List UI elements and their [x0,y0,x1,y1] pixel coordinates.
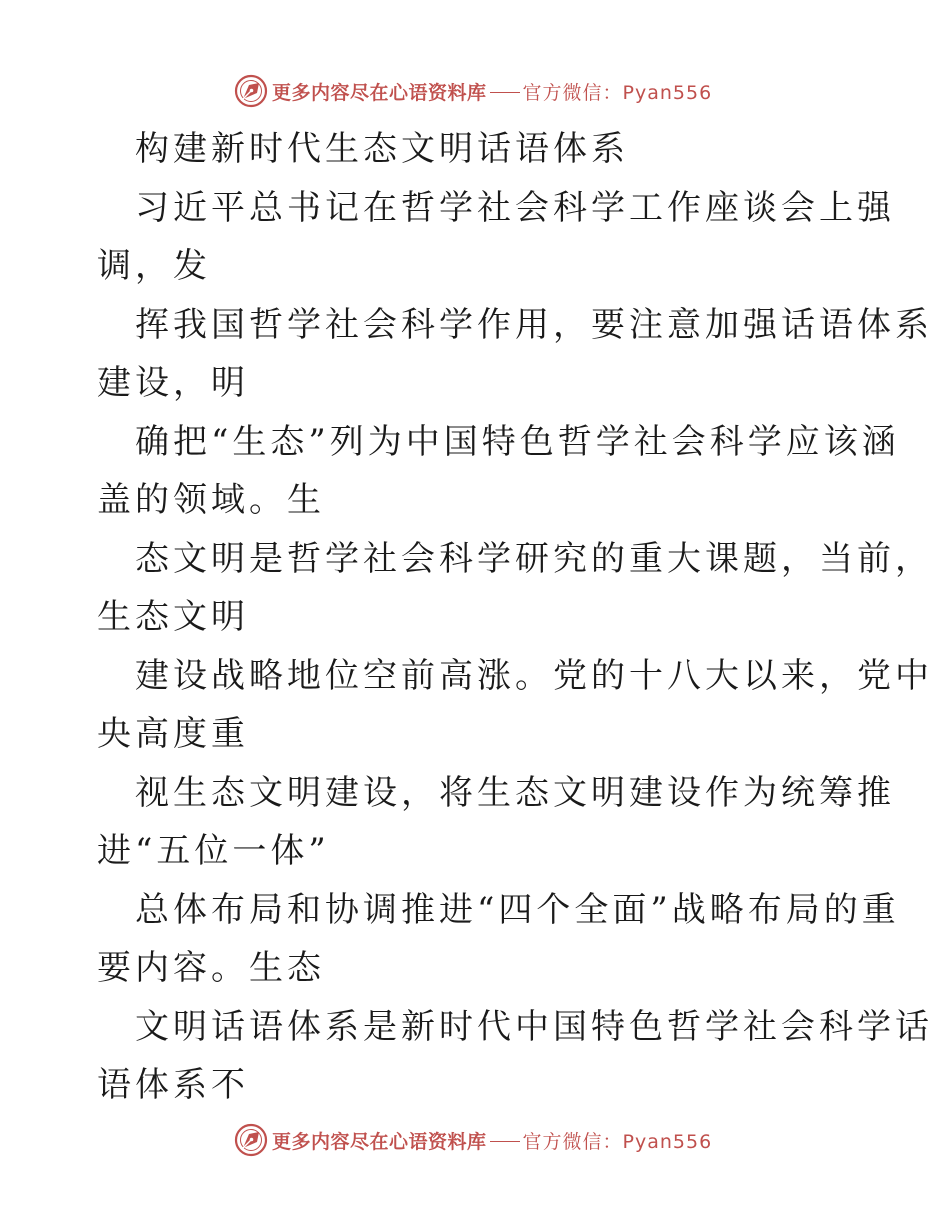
text-line: 要内容。生态 [97,948,325,988]
text-line: 生态文明 [97,597,249,637]
watermark-divider [490,1141,520,1142]
document-body [97,120,933,1115]
watermark-prefix: 更多内容尽在心语资料库 [272,81,487,104]
pen-nib-logo-icon [234,1123,268,1157]
text-line: 态文明是哲学社会科学研究的重大课题，当前， [135,538,933,579]
text-line: 挥我国哲学社会科学作用，要注意加强话语体系 [135,304,933,345]
watermark-suffix: 官方微信：Pyan556 [522,1130,713,1153]
header-watermark [234,71,712,111]
text-line: 视生态文明建设，将生态文明建设作为统筹推 [135,772,895,813]
text-line: 盖的领域。生 [97,480,325,520]
text-line: 文明话语体系是新时代中国特色哲学社会科学话 [135,1006,933,1047]
text-line: 习近平总书记在哲学社会科学工作座谈会上强 [135,187,895,228]
text-line: 确把“生态”列为中国特色哲学社会科学应该涵 [135,421,900,462]
watermark-suffix: 官方微信：Pyan556 [522,81,713,104]
text-line: 语体系不 [97,1065,249,1105]
text-line: 总体布局和协调推进“四个全面”战略布局的重 [135,889,900,930]
pen-nib-logo-icon [234,74,268,108]
text-line: 进“五位一体” [97,831,330,871]
watermark-divider [490,92,520,93]
text-line: 建设战略地位空前高涨。党的十八大以来，党中 [135,655,933,696]
watermark-prefix: 更多内容尽在心语资料库 [272,1130,487,1153]
footer-watermark [234,1120,712,1160]
text-line: 调，发 [97,246,211,286]
text-line: 央高度重 [97,714,249,754]
document-title: 构建新时代生态文明话语体系 [135,129,629,169]
text-line: 建设，明 [97,363,249,403]
